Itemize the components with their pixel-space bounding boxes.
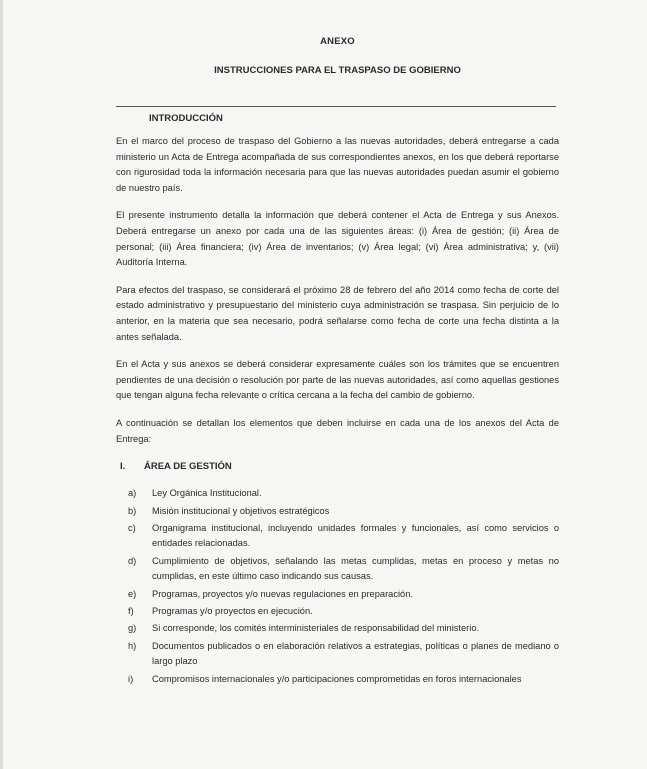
page-edge [0,0,3,769]
document-subtitle: INSTRUCCIONES PARA EL TRASPASO DE GOBIERNO [214,65,461,76]
list-item-text: Ley Orgánica Institucional. [152,488,262,499]
list-item [116,639,559,670]
list-item-letter: e) [128,588,137,599]
area-title: ÁREA DE GESTIÓN [144,461,232,473]
list-item [116,604,559,619]
list-item-letter: a) [128,488,137,499]
list-item-letter: d) [128,555,137,566]
area-item-list [116,486,559,687]
list-item-text: Programas, proyectos y/o nuevas regulaciones en preparación. [152,588,413,599]
list-item-text: Cumplimiento de objetivos, señalando las metas cumplidas, metas en proceso y metas no cumplidas, en este último caso indicando sus causas. [152,555,559,582]
list-item-text: Compromisos internacionales y/o participaciones comprometidas en foros internacionales [152,673,522,684]
list-item-letter: f) [128,605,134,616]
paragraph-2: El presente instrumento detalla la información que deberá contener el Acta de Entrega y sus Anexos. Deberá entregarse un anexo por cada una de las siguientes áreas: (i) Área de gestión; (ii) Área de personal; (iii) Área financiera; (iv) Área de inventarios; (v) Área legal; (vi) Área administrativa; y, (vii) Auditoría Interna. [116,210,559,268]
list-item-text: Documentos publicados o en elaboración relativos a estrategias, políticas o planes de mediano o largo plazo [152,640,559,667]
area-number: I. [120,461,126,473]
list-item-letter: h) [128,640,137,651]
list-item-letter: i) [128,673,134,684]
list-item [116,486,559,501]
list-item [116,521,559,552]
list-item [116,587,559,602]
divider-line [116,106,556,107]
paragraph-1: En el marco del proceso de traspaso del Gobierno a las nuevas autoridades, deberá entregarse a cada ministerio un Acta de Entrega acompañada de sus correspondientes anexos, en los que deberá reportarse con rigurosidad toda la información necesaria para que las nuevas autoridades puedan asumir el gobierno de nuestro país. [116,136,559,193]
paragraph-5: A continuación se detallan los elementos que deben incluirse en cada una de los anexos del Acta de Entrega: [116,417,559,444]
paragraph-4: En el Acta y sus anexos se deberá considerar expresamente cuáles son los trámites que se encuentren pendientes de una decisión o resolución por parte de las nuevas autoridades, así como aquellas gestiones que tengan alguna fecha relevante o crítica cercana a la fecha del cambio de gobierno. [116,359,559,401]
list-item [116,672,559,687]
introduction-heading: INTRODUCCIÓN [149,113,223,124]
list-item-text: Organigrama institucional, incluyendo unidades formales y funcionales, así como servicios o entidades relacionadas. [152,522,559,549]
document-title: ANEXO [320,36,355,47]
list-item-text: Si corresponde, los comités interministeriales de responsabilidad del ministerio. [152,623,480,634]
list-item-text: Programas y/o proyectos en ejecución. [152,605,313,616]
list-item [116,554,559,585]
list-item [116,621,559,636]
list-item-text: Misión institucional y objetivos estratégicos [152,505,330,516]
area-heading [116,461,559,472]
paragraph-3: Para efectos del traspaso, se considerará el próximo 28 de febrero del año 2014 como fecha de corte del estado administrativo y presupuestario del ministerio cuya administración se traspasa. Sin perjuicio de lo anterior, en la materia que sea necesario, podrá señalarse como fecha de corte una fecha distinta a la antes señalada. [116,284,559,342]
list-item-letter: g) [128,623,137,634]
list-item-letter: b) [128,505,137,516]
list-item-letter: c) [128,522,136,533]
list-item [116,504,559,519]
